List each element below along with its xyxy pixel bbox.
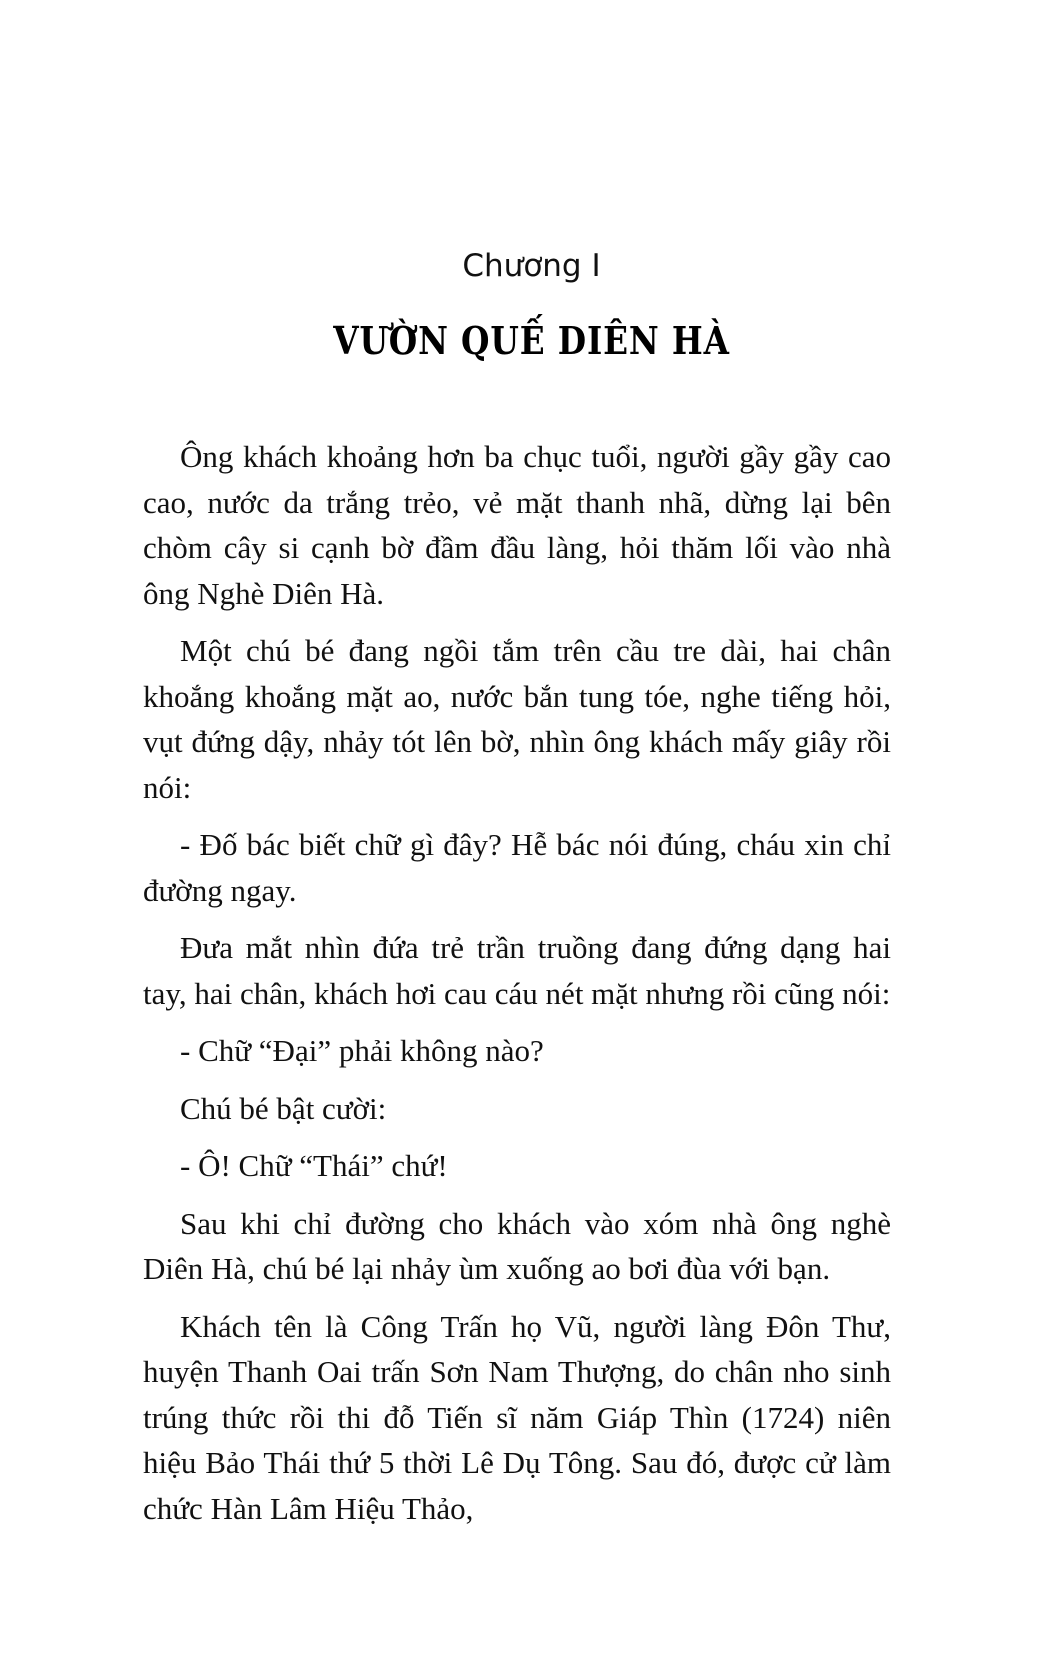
chapter-label: Chương I <box>462 248 601 284</box>
chapter-body <box>143 434 891 1543</box>
paragraph: Chú bé bật cười: <box>180 1090 387 1126</box>
chapter-title: VƯỜN QUẾ DIÊN HÀ <box>333 318 730 363</box>
dialogue-line: - Chữ “Đại” phải không nào? <box>180 1033 544 1068</box>
paragraph: Đưa mắt nhìn đứa trẻ trần truồng đang đứng dạng hai tay, hai chân, khách hơi cau cáu nét mặt nhưng rồi cũng nói: <box>143 930 891 1011</box>
paragraph: Khách tên là Công Trấn họ Vũ, người làng Đôn Thư, huyện Thanh Oai trấn Sơn Nam Thượng, do chân nho sinh trúng thức rồi thi đỗ Tiến sĩ năm Giáp Thìn (1724) niên hiệu Bảo Thái thứ 5 thời Lê Dụ Tông. Sau đó, được cử làm chức Hàn Lâm Hiệu Thảo, <box>143 1308 891 1526</box>
paragraph: Sau khi chỉ đường cho khách vào xóm nhà ông nghè Diên Hà, chú bé lại nhảy ùm xuống ao bơi đùa với bạn. <box>143 1205 891 1286</box>
dialogue-line: - Đố bác biết chữ gì đây? Hễ bác nói đúng, cháu xin chỉ đường ngay. <box>143 827 891 908</box>
dialogue-line: - Ô! Chữ “Thái” chứ! <box>180 1148 448 1183</box>
paragraph: Ông khách khoảng hơn ba chục tuổi, người gầy gầy cao cao, nước da trắng trẻo, vẻ mặt thanh nhã, dừng lại bên chòm cây si cạnh bờ đầm đầu làng, hỏi thăm lối vào nhà ông Nghè Diên Hà. <box>143 439 891 611</box>
paragraph: Một chú bé đang ngồi tắm trên cầu tre dài, hai chân khoắng khoắng mặt ao, nước bắn tung tóe, nghe tiếng hỏi, vụt đứng dậy, nhảy tót lên bờ, nhìn ông khách mấy giây rồi nói: <box>143 633 891 805</box>
